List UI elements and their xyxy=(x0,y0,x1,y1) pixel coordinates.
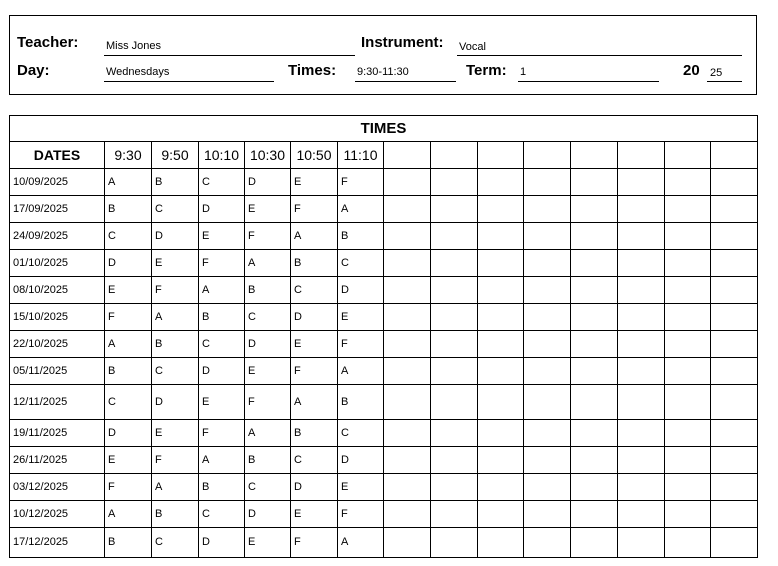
blank-cell[interactable] xyxy=(711,250,758,277)
student-slot-cell[interactable]: B xyxy=(338,385,384,420)
blank-cell[interactable] xyxy=(618,331,665,358)
blank-cell[interactable] xyxy=(665,474,711,501)
student-slot-cell[interactable]: F xyxy=(338,331,384,358)
blank-cell[interactable] xyxy=(431,501,478,528)
student-slot-cell[interactable]: A xyxy=(338,528,384,558)
blank-header-cell xyxy=(384,142,431,169)
time-slot-header: 10:30 xyxy=(245,142,291,169)
blank-cell[interactable] xyxy=(618,277,665,304)
student-slot-cell[interactable]: F xyxy=(291,358,338,385)
blank-cell[interactable] xyxy=(524,528,571,558)
time-slot-header: 9:50 xyxy=(152,142,199,169)
blank-cell[interactable] xyxy=(478,474,524,501)
blank-cell[interactable] xyxy=(571,420,618,447)
student-slot-cell[interactable]: E xyxy=(245,196,291,223)
blank-cell[interactable] xyxy=(711,528,758,558)
day-field[interactable]: Wednesdays xyxy=(106,66,170,78)
student-slot-cell[interactable]: F xyxy=(291,528,338,558)
blank-cell[interactable] xyxy=(478,223,524,250)
student-slot-cell[interactable]: E xyxy=(152,250,199,277)
student-slot-cell[interactable]: C xyxy=(199,331,245,358)
date-cell: 08/10/2025 xyxy=(10,277,105,304)
blank-cell[interactable] xyxy=(618,169,665,196)
blank-cell[interactable] xyxy=(384,385,431,420)
student-slot-cell[interactable]: C xyxy=(105,223,152,250)
blank-cell[interactable] xyxy=(524,385,571,420)
blank-cell[interactable] xyxy=(711,358,758,385)
student-slot-cell[interactable]: D xyxy=(245,501,291,528)
date-cell: 15/10/2025 xyxy=(10,304,105,331)
student-slot-cell[interactable]: B xyxy=(105,528,152,558)
student-slot-cell[interactable]: A xyxy=(199,277,245,304)
blank-cell[interactable] xyxy=(524,420,571,447)
year-field[interactable]: 25 xyxy=(710,67,723,79)
blank-cell[interactable] xyxy=(524,358,571,385)
student-slot-cell[interactable]: D xyxy=(105,250,152,277)
blank-cell[interactable] xyxy=(524,501,571,528)
blank-cell[interactable] xyxy=(571,358,618,385)
blank-header-cell xyxy=(571,142,618,169)
blank-cell[interactable] xyxy=(571,304,618,331)
blank-cell[interactable] xyxy=(431,420,478,447)
blank-cell[interactable] xyxy=(478,250,524,277)
blank-cell[interactable] xyxy=(384,528,431,558)
blank-cell[interactable] xyxy=(711,196,758,223)
blank-cell[interactable] xyxy=(431,169,478,196)
date-cell: 01/10/2025 xyxy=(10,250,105,277)
blank-cell[interactable] xyxy=(384,304,431,331)
student-slot-cell[interactable]: E xyxy=(245,358,291,385)
blank-cell[interactable] xyxy=(665,277,711,304)
blank-cell[interactable] xyxy=(384,331,431,358)
student-slot-cell[interactable]: E xyxy=(245,528,291,558)
blank-cell[interactable] xyxy=(571,331,618,358)
blank-cell[interactable] xyxy=(711,277,758,304)
blank-cell[interactable] xyxy=(524,447,571,474)
student-slot-cell[interactable]: B xyxy=(105,196,152,223)
blank-cell[interactable] xyxy=(711,501,758,528)
student-slot-cell[interactable]: B xyxy=(338,223,384,250)
student-slot-cell[interactable]: B xyxy=(291,250,338,277)
blank-cell[interactable] xyxy=(431,277,478,304)
term-field[interactable]: 1 xyxy=(520,66,527,78)
date-cell: 24/09/2025 xyxy=(10,223,105,250)
blank-cell[interactable] xyxy=(711,474,758,501)
date-cell: 12/11/2025 xyxy=(10,385,105,420)
lesson-info-box xyxy=(9,15,757,95)
blank-cell[interactable] xyxy=(431,304,478,331)
blank-cell[interactable] xyxy=(618,304,665,331)
student-slot-cell[interactable]: A xyxy=(245,420,291,447)
blank-cell[interactable] xyxy=(524,196,571,223)
blank-cell[interactable] xyxy=(478,385,524,420)
blank-cell[interactable] xyxy=(665,447,711,474)
student-slot-cell[interactable]: F xyxy=(199,250,245,277)
student-slot-cell[interactable]: D xyxy=(245,331,291,358)
student-slot-cell[interactable]: A xyxy=(152,474,199,501)
student-slot-cell[interactable]: E xyxy=(199,223,245,250)
blank-cell[interactable] xyxy=(524,250,571,277)
term-label: Term: xyxy=(466,62,507,79)
date-cell: 19/11/2025 xyxy=(10,420,105,447)
date-cell: 03/12/2025 xyxy=(10,474,105,501)
blank-cell[interactable] xyxy=(665,196,711,223)
dates-header: DATES xyxy=(10,142,105,169)
student-slot-cell[interactable]: D xyxy=(199,196,245,223)
student-slot-cell[interactable]: A xyxy=(105,501,152,528)
student-slot-cell[interactable]: C xyxy=(245,304,291,331)
times-field[interactable]: 9:30-11:30 xyxy=(357,66,409,78)
student-slot-cell[interactable]: C xyxy=(199,169,245,196)
blank-cell[interactable] xyxy=(571,250,618,277)
times-title: TIMES xyxy=(10,116,758,142)
blank-header-cell xyxy=(665,142,711,169)
blank-cell[interactable] xyxy=(618,528,665,558)
blank-cell[interactable] xyxy=(524,474,571,501)
blank-cell[interactable] xyxy=(478,277,524,304)
blank-header-cell xyxy=(618,142,665,169)
instrument-label: Instrument: xyxy=(361,34,444,51)
blank-cell[interactable] xyxy=(478,304,524,331)
blank-cell[interactable] xyxy=(384,501,431,528)
student-slot-cell[interactable]: D xyxy=(245,169,291,196)
blank-cell[interactable] xyxy=(665,304,711,331)
blank-header-cell xyxy=(478,142,524,169)
student-slot-cell[interactable]: E xyxy=(338,304,384,331)
blank-header-cell xyxy=(431,142,478,169)
blank-cell[interactable] xyxy=(711,420,758,447)
blank-cell[interactable] xyxy=(384,223,431,250)
student-slot-cell[interactable]: D xyxy=(199,358,245,385)
date-cell: 17/09/2025 xyxy=(10,196,105,223)
student-slot-cell[interactable]: D xyxy=(291,304,338,331)
student-slot-cell[interactable]: E xyxy=(291,169,338,196)
blank-cell[interactable] xyxy=(571,196,618,223)
date-cell: 05/11/2025 xyxy=(10,358,105,385)
times-label: Times: xyxy=(288,62,337,79)
student-slot-cell[interactable]: A xyxy=(105,331,152,358)
blank-cell[interactable] xyxy=(571,528,618,558)
blank-cell[interactable] xyxy=(524,277,571,304)
blank-cell[interactable] xyxy=(478,331,524,358)
blank-cell[interactable] xyxy=(431,385,478,420)
student-slot-cell[interactable]: B xyxy=(152,331,199,358)
student-slot-cell[interactable]: B xyxy=(245,277,291,304)
time-slot-header: 10:50 xyxy=(291,142,338,169)
student-slot-cell[interactable]: E xyxy=(152,420,199,447)
student-slot-cell[interactable]: B xyxy=(199,474,245,501)
blank-cell[interactable] xyxy=(431,358,478,385)
term-underline xyxy=(518,81,659,82)
student-slot-cell[interactable]: D xyxy=(199,528,245,558)
blank-cell[interactable] xyxy=(478,420,524,447)
student-slot-cell[interactable]: D xyxy=(105,420,152,447)
student-slot-cell[interactable]: A xyxy=(291,385,338,420)
student-slot-cell[interactable]: B xyxy=(291,420,338,447)
student-slot-cell[interactable]: D xyxy=(338,277,384,304)
blank-cell[interactable] xyxy=(524,169,571,196)
date-cell: 26/11/2025 xyxy=(10,447,105,474)
student-slot-cell[interactable]: B xyxy=(152,169,199,196)
student-slot-cell[interactable]: E xyxy=(338,474,384,501)
blank-cell[interactable] xyxy=(711,223,758,250)
blank-cell[interactable] xyxy=(524,304,571,331)
blank-cell[interactable] xyxy=(431,331,478,358)
times-underline xyxy=(355,81,456,82)
student-slot-cell[interactable]: B xyxy=(105,358,152,385)
student-slot-cell[interactable]: D xyxy=(291,474,338,501)
blank-cell[interactable] xyxy=(431,528,478,558)
student-slot-cell[interactable]: F xyxy=(245,223,291,250)
date-cell: 10/09/2025 xyxy=(10,169,105,196)
blank-header-cell xyxy=(524,142,571,169)
blank-cell[interactable] xyxy=(711,447,758,474)
student-slot-cell[interactable]: A xyxy=(152,304,199,331)
blank-cell[interactable] xyxy=(571,277,618,304)
student-slot-cell[interactable]: F xyxy=(245,385,291,420)
blank-cell[interactable] xyxy=(711,385,758,420)
student-slot-cell[interactable]: F xyxy=(338,501,384,528)
student-slot-cell[interactable]: F xyxy=(338,169,384,196)
blank-cell[interactable] xyxy=(431,196,478,223)
blank-cell[interactable] xyxy=(384,474,431,501)
blank-cell[interactable] xyxy=(665,358,711,385)
blank-cell[interactable] xyxy=(618,223,665,250)
blank-cell[interactable] xyxy=(618,385,665,420)
student-slot-cell[interactable]: A xyxy=(338,196,384,223)
blank-cell[interactable] xyxy=(618,420,665,447)
student-slot-cell[interactable]: E xyxy=(199,385,245,420)
blank-cell[interactable] xyxy=(478,169,524,196)
time-slot-header: 10:10 xyxy=(199,142,245,169)
blank-cell[interactable] xyxy=(384,420,431,447)
student-slot-cell[interactable]: B xyxy=(199,304,245,331)
student-slot-cell[interactable]: C xyxy=(291,277,338,304)
year-underline xyxy=(707,81,742,82)
student-slot-cell[interactable]: C xyxy=(199,501,245,528)
student-slot-cell[interactable]: F xyxy=(105,474,152,501)
student-slot-cell[interactable]: E xyxy=(291,331,338,358)
blank-cell[interactable] xyxy=(384,196,431,223)
student-slot-cell[interactable]: D xyxy=(152,223,199,250)
blank-cell[interactable] xyxy=(571,385,618,420)
blank-cell[interactable] xyxy=(618,447,665,474)
student-slot-cell[interactable]: D xyxy=(338,447,384,474)
student-slot-cell[interactable]: F xyxy=(199,420,245,447)
blank-cell[interactable] xyxy=(524,223,571,250)
date-cell: 10/12/2025 xyxy=(10,501,105,528)
student-slot-cell[interactable]: A xyxy=(291,223,338,250)
blank-header-cell xyxy=(711,142,758,169)
day-label: Day: xyxy=(17,62,50,79)
blank-cell[interactable] xyxy=(431,223,478,250)
blank-cell[interactable] xyxy=(711,304,758,331)
blank-cell[interactable] xyxy=(524,331,571,358)
student-slot-cell[interactable]: C xyxy=(338,420,384,447)
student-slot-cell[interactable]: F xyxy=(105,304,152,331)
blank-cell[interactable] xyxy=(478,501,524,528)
blank-cell[interactable] xyxy=(618,474,665,501)
student-slot-cell[interactable]: C xyxy=(105,385,152,420)
blank-cell[interactable] xyxy=(478,528,524,558)
student-slot-cell[interactable]: C xyxy=(291,447,338,474)
student-slot-cell[interactable]: E xyxy=(105,447,152,474)
student-slot-cell[interactable]: C xyxy=(245,474,291,501)
blank-cell[interactable] xyxy=(384,358,431,385)
blank-cell[interactable] xyxy=(665,501,711,528)
student-slot-cell[interactable]: A xyxy=(245,250,291,277)
date-cell: 22/10/2025 xyxy=(10,331,105,358)
blank-cell[interactable] xyxy=(571,501,618,528)
blank-cell[interactable] xyxy=(665,250,711,277)
student-slot-cell[interactable]: C xyxy=(338,250,384,277)
blank-cell[interactable] xyxy=(665,528,711,558)
blank-cell[interactable] xyxy=(665,169,711,196)
blank-cell[interactable] xyxy=(618,358,665,385)
blank-cell[interactable] xyxy=(711,331,758,358)
student-slot-cell[interactable]: B xyxy=(152,501,199,528)
time-slot-header: 11:10 xyxy=(338,142,384,169)
lesson-schedule-table xyxy=(9,115,758,558)
blank-cell[interactable] xyxy=(478,196,524,223)
student-slot-cell[interactable]: A xyxy=(105,169,152,196)
blank-cell[interactable] xyxy=(665,385,711,420)
blank-cell[interactable] xyxy=(618,250,665,277)
student-slot-cell[interactable]: A xyxy=(338,358,384,385)
blank-cell[interactable] xyxy=(571,447,618,474)
blank-cell[interactable] xyxy=(431,474,478,501)
blank-cell[interactable] xyxy=(618,501,665,528)
day-underline xyxy=(104,81,274,82)
blank-cell[interactable] xyxy=(571,223,618,250)
student-slot-cell[interactable]: D xyxy=(152,385,199,420)
blank-cell[interactable] xyxy=(665,223,711,250)
instrument-underline xyxy=(457,55,742,56)
student-slot-cell[interactable]: F xyxy=(291,196,338,223)
blank-cell[interactable] xyxy=(431,447,478,474)
blank-cell[interactable] xyxy=(618,196,665,223)
blank-cell[interactable] xyxy=(571,169,618,196)
blank-cell[interactable] xyxy=(384,447,431,474)
student-slot-cell[interactable]: A xyxy=(199,447,245,474)
blank-cell[interactable] xyxy=(384,277,431,304)
blank-cell[interactable] xyxy=(431,250,478,277)
teacher-label: Teacher: xyxy=(17,34,79,51)
teacher-underline xyxy=(104,55,355,56)
student-slot-cell[interactable]: F xyxy=(152,277,199,304)
blank-cell[interactable] xyxy=(665,420,711,447)
student-slot-cell[interactable]: E xyxy=(105,277,152,304)
blank-cell[interactable] xyxy=(478,447,524,474)
blank-cell[interactable] xyxy=(571,474,618,501)
time-slot-header: 9:30 xyxy=(105,142,152,169)
student-slot-cell[interactable]: F xyxy=(152,447,199,474)
blank-cell[interactable] xyxy=(478,358,524,385)
teacher-field[interactable]: Miss Jones xyxy=(106,40,162,52)
instrument-field[interactable]: Vocal xyxy=(459,41,486,53)
blank-cell[interactable] xyxy=(384,169,431,196)
student-slot-cell[interactable]: C xyxy=(152,528,199,558)
date-cell: 17/12/2025 xyxy=(10,528,105,558)
blank-cell[interactable] xyxy=(384,250,431,277)
blank-cell[interactable] xyxy=(711,169,758,196)
student-slot-cell[interactable]: B xyxy=(245,447,291,474)
student-slot-cell[interactable]: C xyxy=(152,196,199,223)
year-prefix: 20 xyxy=(683,62,700,79)
blank-cell[interactable] xyxy=(665,331,711,358)
student-slot-cell[interactable]: E xyxy=(291,501,338,528)
student-slot-cell[interactable]: C xyxy=(152,358,199,385)
